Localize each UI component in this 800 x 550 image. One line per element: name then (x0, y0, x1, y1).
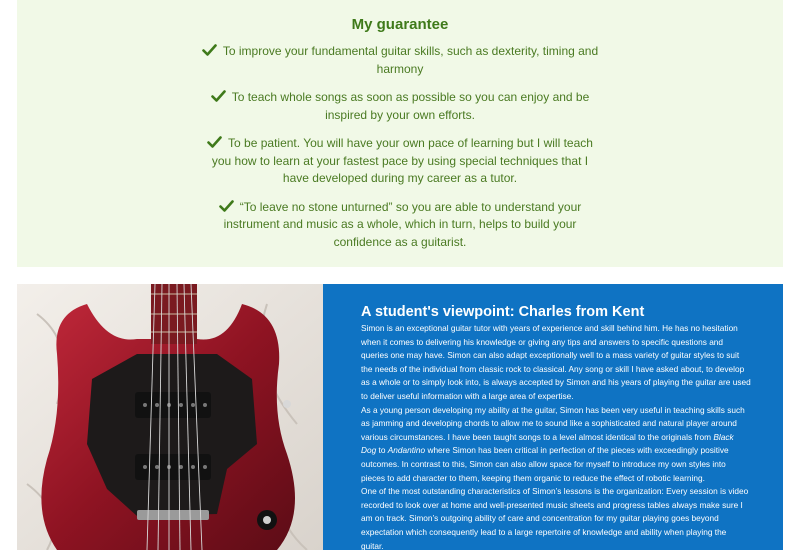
check-icon (219, 200, 234, 212)
testimonial-text: where Simon has been critical in perfection of the pieces with exceedingly positive outcomes. In contrast to this, Simon can also allow space for myself to introduce my own styles into pieces to add character to them, keeping them organic to reduce the effect of robotic learning. (361, 445, 729, 483)
testimonial-section (323, 284, 783, 550)
check-icon (211, 90, 226, 102)
guarantee-item-text: To teach whole songs as soon as possible so you can enjoy and be inspired by your own efforts. (231, 90, 590, 122)
song-title: Andantino (387, 445, 426, 456)
testimonial-body (361, 322, 751, 550)
guitar-illustration (17, 284, 323, 550)
guarantee-item-text: To improve your fundamental guitar skills, such as dexterity, timing and harmony (222, 44, 599, 76)
guarantee-item-text: To be patient. You will have your own pace of learning but I will teach you how to learn at your fastest pace by using special techniques that I have developed during my career as a tutor. (211, 136, 593, 185)
guarantee-item (200, 43, 600, 78)
testimonial-title: A student's viewpoint: Charles from Kent (361, 304, 645, 320)
guarantee-item (200, 89, 600, 124)
song-title: Black Dog (361, 431, 734, 456)
guarantee-list (17, 43, 783, 262)
guarantee-section (17, 0, 783, 267)
testimonial-text: As a young person developing my ability at the guitar, Simon has been very useful in teaching skills such as jamming and developing chords to allow me to sound like a sophisticated and natural player around various circumstances. I have been taught songs to a level almost identical to the originals from (361, 404, 745, 442)
guarantee-title: My guarantee (351, 16, 449, 33)
testimonial-paragraph (361, 404, 751, 486)
guitar-photo (17, 284, 323, 550)
testimonial-paragraph: One of the most outstanding characteristics of Simon’s lessons is the organization: Every session is video recorded to look over at home and well-presented music sheets and progress tables always make sure I am on track. Simon’s outgoing ability of care and concentration for my guitar playing goes beyond expectation which consequently lead to a large repertoire of knowledge and ability when playing the guitar. (361, 486, 749, 550)
check-icon (207, 136, 222, 148)
guarantee-item (200, 199, 600, 252)
testimonial-paragraph: Simon is an exceptional guitar tutor with years of experience and skill behind him. He has no hesitation when it comes to delivering his knowledge or giving any tips and answers to specific questions and queries one may have. Simon can also adapt exceptionally well to a mass variety of guitar styles to suit the needs of the individual from classic rock to classical. Any song or skill I have asked about, to develop as a whole or to simply look into, is always accepted by Simon and his years of playing the guitar are used to deliver useful information with a large area of expertise. (361, 323, 751, 401)
guarantee-item-text: “To leave no stone unturned” so you are able to understand your instrument and music as a whole, which in turn, helps to build your confidence as a guitarist. (223, 199, 582, 249)
guarantee-item (200, 135, 600, 188)
check-icon (202, 44, 217, 56)
testimonial-text: to (376, 445, 388, 456)
